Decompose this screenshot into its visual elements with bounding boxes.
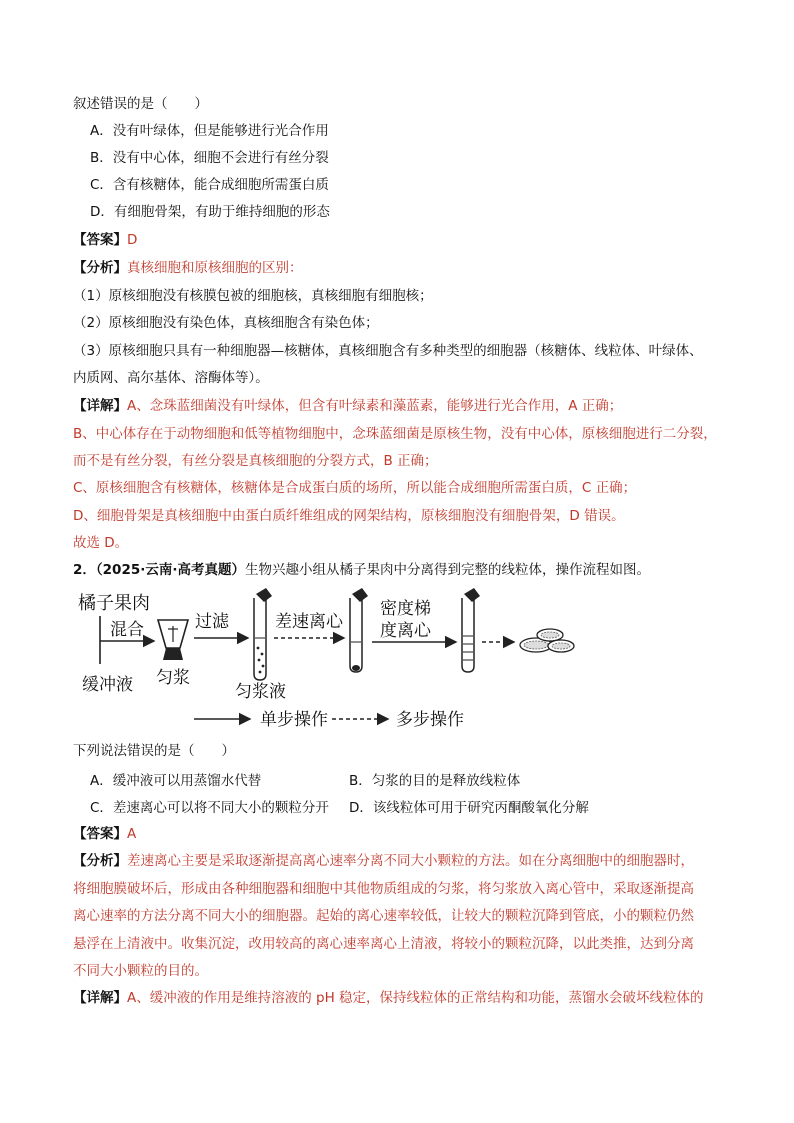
detail-tag: 【详解】 xyxy=(73,990,127,1006)
test-tube-gradient-icon xyxy=(462,588,480,672)
legend-multi-step: 多步操作 xyxy=(396,710,464,730)
legend-single-step: 单步操作 xyxy=(260,710,328,730)
q2-analysis-line xyxy=(73,851,694,871)
diagram-label-diff-centrifuge: 差速离心 xyxy=(275,612,343,632)
blender-icon xyxy=(158,620,188,660)
q2-stem xyxy=(73,560,650,580)
diagram-label-density-2: 度离心 xyxy=(380,621,431,641)
q1-option-a: A．没有叶绿体，但是能够进行光合作用 xyxy=(90,123,329,139)
q1-analysis-line: 内质网、高尔基体、溶酶体等）。 xyxy=(73,370,269,386)
analysis-text: 真核细胞和原核细胞的区别： xyxy=(127,260,303,276)
q1-detail-line: 而不是有丝分裂，有丝分裂是真核细胞的分裂方式，B 正确； xyxy=(73,453,438,469)
q1-stem-end: 叙述错误的是（ ） xyxy=(73,96,208,112)
test-tube-pellet-icon xyxy=(350,588,368,672)
q2-answer xyxy=(73,824,136,844)
q2-analysis-line: 悬浮在上清液中。收集沉淀，改用较高的离心速率离心上清液，将较小的颗粒沉降，以此类推，达到分离 xyxy=(73,936,694,952)
q1-detail-line: D、细胞骨架是真核细胞中由蛋白质纤维组成的网架结构，原核细胞没有细胞骨架，D 错误。 xyxy=(73,508,625,524)
answer-tag: 【答案】 xyxy=(73,826,127,842)
q1-analysis-line: （1）原核细胞没有核膜包被的细胞核，真核细胞有细胞核； xyxy=(73,288,433,304)
q1-option-b: B．没有中心体，细胞不会进行有丝分裂 xyxy=(90,150,329,166)
q1-detail-line: 故选 D。 xyxy=(73,535,129,551)
q1-detail-line xyxy=(73,396,622,416)
q2-analysis-line: 不同大小颗粒的目的。 xyxy=(73,963,208,979)
diagram-label-buffer: 缓冲液 xyxy=(82,675,133,695)
analysis-tag: 【分析】 xyxy=(73,853,127,869)
detail-tag: 【详解】 xyxy=(73,398,127,414)
diagram-label-homogenate: 匀浆液 xyxy=(235,682,286,702)
detail-text: A、念珠蓝细菌没有叶绿体，但含有叶绿素和藻蓝素，能够进行光合作用，A 正确； xyxy=(127,398,623,414)
answer-tag: 【答案】 xyxy=(73,232,127,248)
diagram-label-density-1: 密度梯 xyxy=(380,599,431,619)
analysis-tag: 【分析】 xyxy=(73,260,127,276)
q1-detail-line: B、中心体存在于动物细胞和低等植物细胞中，念珠蓝细菌是原核生物，没有中心体，原核细胞进行二分裂， xyxy=(73,426,717,442)
q1-analysis-intro xyxy=(73,258,303,278)
q2-analysis-line: 将细胞膜破坏后，形成由各种细胞器和细胞中其他物质组成的匀浆，将匀浆放入离心管中，采取逐渐提高 xyxy=(73,881,694,897)
diagram-label-fruit: 橘子果肉 xyxy=(78,593,150,614)
diagram-label-homogenize: 匀浆 xyxy=(156,668,190,688)
answer-value: A xyxy=(127,826,137,842)
q1-option-d: D．有细胞骨架，有助于维持细胞的形态 xyxy=(90,204,330,220)
q1-option-c: C．含有核糖体，能合成细胞所需蛋白质 xyxy=(90,177,329,193)
q2-option-a: A．缓冲液可以用蒸馏水代替 xyxy=(90,773,262,789)
q2-option-c: C．差速离心可以将不同大小的颗粒分开 xyxy=(90,800,329,816)
q1-detail-line: C、原核细胞含有核糖体，核糖体是合成蛋白质的场所，所以能合成细胞所需蛋白质，C 正确； xyxy=(73,480,637,496)
answer-value: D xyxy=(127,232,138,248)
q2-analysis-line: 离心速率的方法分离不同大小的细胞器。起始的离心速率较低，让较大的颗粒沉降到管底，小的颗粒仍然 xyxy=(73,908,694,924)
q2-detail-line xyxy=(73,988,704,1008)
diagram-label-filter: 过滤 xyxy=(195,612,229,632)
test-tube-homogenate-icon xyxy=(254,588,272,680)
procedure-diagram xyxy=(70,586,590,736)
analysis-text: 差速离心主要是采取逐渐提高离心速率分离不同大小颗粒的方法。如在分离细胞中的细胞器时， xyxy=(127,853,694,869)
detail-text: A、缓冲液的作用是维持溶液的 pH 稳定，保持线粒体的正常结构和功能，蒸馏水会破坏线粒体的 xyxy=(127,990,704,1006)
q1-analysis-line: （3）原核细胞只具有一种细胞器—核糖体，真核细胞含有多种类型的细胞器（核糖体、线粒体、叶绿体、 xyxy=(73,343,703,359)
q1-analysis-line: （2）原核细胞没有染色体，真核细胞含有染色体； xyxy=(73,315,379,331)
mitochondria-icon xyxy=(520,629,574,652)
diagram-label-mix: 混合 xyxy=(110,620,144,640)
q2-option-d: D．该线粒体可用于研究丙酮酸氧化分解 xyxy=(349,800,589,816)
q2-stem-text: 生物兴趣小组从橘子果肉中分离得到完整的线粒体，操作流程如图。 xyxy=(245,562,650,578)
q2-question: 下列说法错误的是（ ） xyxy=(73,743,235,759)
q2-option-b: B．匀浆的目的是释放线粒体 xyxy=(349,773,521,789)
q2-number: 2． xyxy=(73,562,96,578)
q2-source: （2025·云南·高考真题） xyxy=(95,562,245,578)
q1-answer xyxy=(73,230,137,250)
